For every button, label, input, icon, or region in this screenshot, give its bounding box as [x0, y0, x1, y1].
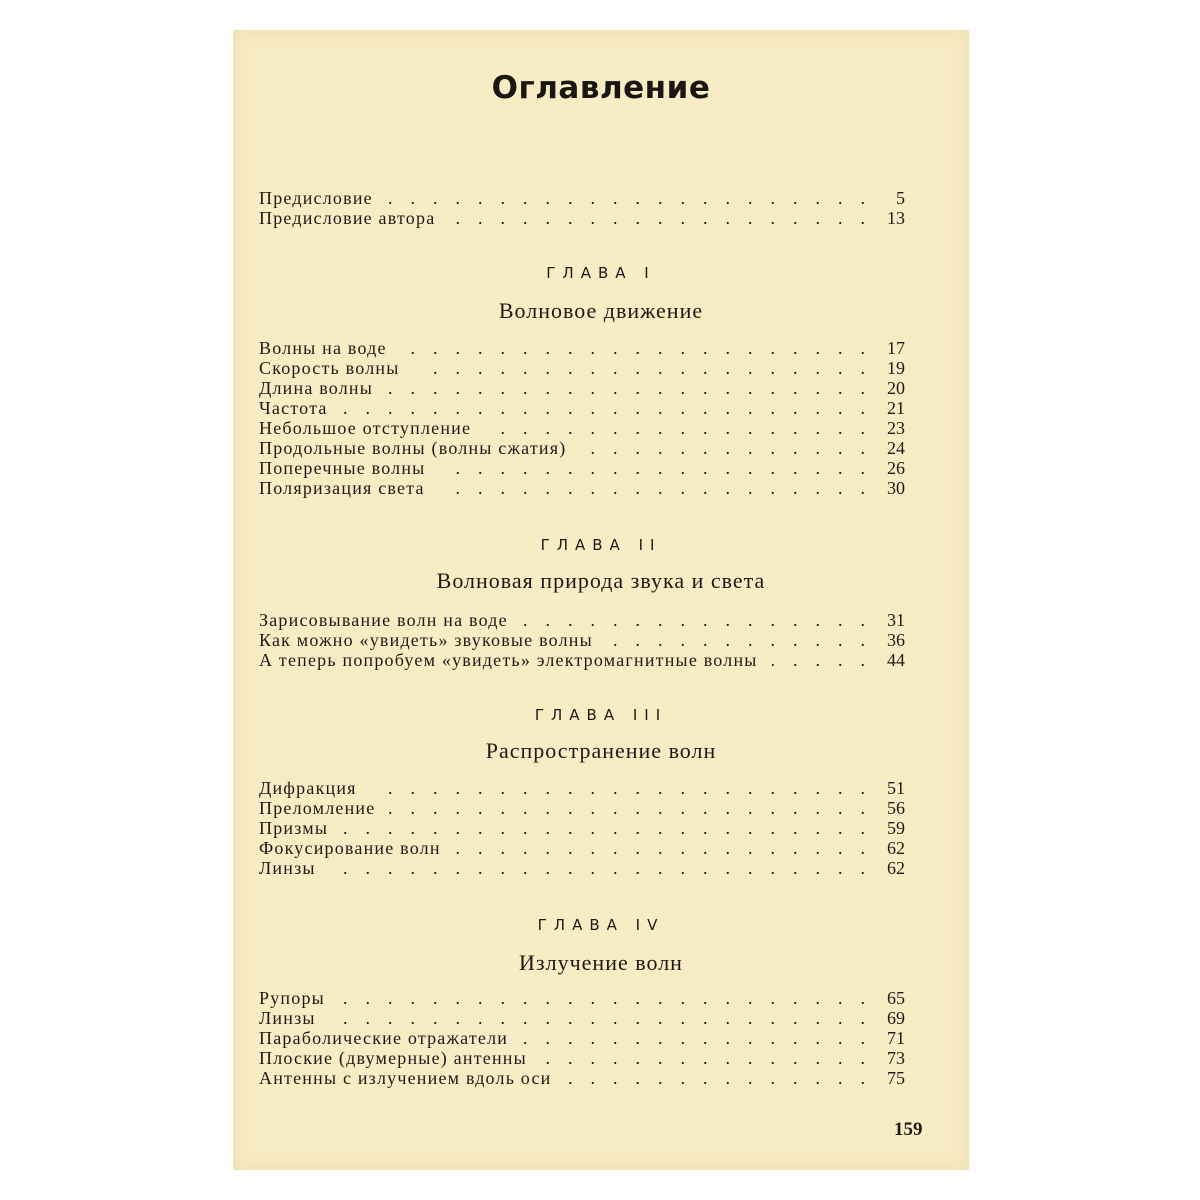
dot-leader: [607, 630, 865, 650]
dot-leader: [439, 458, 865, 478]
chapter-title: Волновая природа звука и света: [436, 568, 766, 593]
dot-leader: [772, 650, 865, 670]
toc-entry-page: 23: [887, 418, 905, 438]
toc-entry: [259, 610, 905, 630]
toc-entry: [259, 438, 905, 458]
toc-entry-label: Дифракция: [259, 778, 357, 798]
chapter-entries: [259, 338, 905, 498]
toc-entry-page: 62: [887, 838, 905, 858]
dot-leader: [449, 208, 865, 228]
toc-entry-page: 65: [887, 988, 905, 1008]
toc-entry-label: Линзы: [259, 1008, 316, 1028]
toc-entry-label: Линзы: [259, 858, 316, 878]
toc-entry: [259, 358, 905, 378]
dot-leader: [522, 1028, 865, 1048]
dot-leader: [439, 478, 865, 498]
toc-entry-label: Поперечные волны: [259, 458, 426, 478]
page-number: 159: [894, 1119, 923, 1140]
toc-entry-label: Продольные волны (волны сжатия): [259, 438, 567, 458]
front-matter-list: [259, 188, 905, 228]
toc-entry-label: Поляризация света: [259, 478, 425, 498]
toc-entry-label: Предисловие: [259, 188, 373, 208]
chapter-entries: [259, 988, 905, 1088]
dot-leader: [387, 378, 865, 398]
toc-entry-label: Преломление: [259, 798, 376, 818]
toc-entry: [259, 650, 905, 670]
toc-entry: [259, 1008, 905, 1028]
dot-leader: [485, 418, 865, 438]
toc-entry-page: 62: [887, 858, 905, 878]
dot-leader: [371, 778, 865, 798]
toc-entry: [259, 778, 905, 798]
toc-entry-page: 5: [896, 188, 905, 208]
toc-entry-label: Предисловие автора: [259, 208, 436, 228]
dot-leader: [342, 398, 865, 418]
toc-entry-page: 51: [887, 778, 905, 798]
toc-entry: [259, 630, 905, 650]
toc-entry: [259, 418, 905, 438]
toc-entry-page: 44: [887, 650, 905, 670]
toc-entry-page: 56: [887, 798, 905, 818]
chapter-label: ГЛАВА I: [546, 264, 656, 282]
chapter-label: ГЛАВА II: [540, 536, 662, 554]
toc-entry-label: Небольшое отступление: [259, 418, 472, 438]
toc-entry-page: 30: [887, 478, 905, 498]
toc-entry-page: 19: [887, 358, 905, 378]
toc-entry-page: 13: [887, 208, 905, 228]
dot-leader: [387, 188, 865, 208]
toc-entry-label: Антенны с излучением вдоль оси: [259, 1068, 552, 1088]
toc-entry: [259, 1028, 905, 1048]
toc-entry: [259, 208, 905, 228]
dot-leader: [342, 818, 865, 838]
dot-leader: [565, 1068, 865, 1088]
toc-entry-label: Как можно «увидеть» звуковые волны: [259, 630, 593, 650]
toc-entry: [259, 458, 905, 478]
toc-entry-page: 36: [887, 630, 905, 650]
toc-entry-page: 31: [887, 610, 905, 630]
toc-entry-page: 69: [887, 1008, 905, 1028]
toc-entry-page: 75: [887, 1068, 905, 1088]
toc-entry: [259, 838, 905, 858]
dot-leader: [389, 798, 865, 818]
dot-leader: [330, 1008, 865, 1028]
toc-entry: [259, 818, 905, 838]
toc-entry: [259, 478, 905, 498]
toc-entry-page: 24: [887, 438, 905, 458]
toc-entry: [259, 398, 905, 418]
toc-entry-label: Призмы: [259, 818, 329, 838]
chapter-entries: [259, 610, 905, 670]
toc-entry-page: 20: [887, 378, 905, 398]
toc-entry-label: Длина волны: [259, 378, 374, 398]
toc-entry: [259, 1048, 905, 1068]
dot-leader: [580, 438, 865, 458]
toc-entry-page: 59: [887, 818, 905, 838]
toc-entry-label: Рупоры: [259, 988, 325, 1008]
chapter-label: ГЛАВА III: [534, 706, 668, 724]
dot-leader: [330, 858, 865, 878]
toc-entry-page: 21: [887, 398, 905, 418]
chapter-label: ГЛАВА IV: [537, 916, 665, 934]
dot-leader: [541, 1048, 865, 1068]
chapter-title: Волновое движение: [498, 298, 704, 323]
book-page: [233, 30, 969, 1170]
toc-entry-label: Плоские (двумерные) антенны: [259, 1048, 527, 1068]
toc-entry: [259, 188, 905, 208]
toc-entry-page: 71: [887, 1028, 905, 1048]
chapter-title: Излучение волн: [519, 950, 683, 975]
toc-entry-label: Скорость волны: [259, 358, 400, 378]
toc-entry-label: Зарисовывание волн на воде: [259, 610, 508, 630]
chapter-title: Распространение волн: [485, 738, 717, 763]
toc-entry-page: 17: [887, 338, 905, 358]
toc-entry-label: Параболические отражатели: [259, 1028, 509, 1048]
toc-entry: [259, 1068, 905, 1088]
dot-leader: [455, 838, 865, 858]
dot-leader: [339, 988, 865, 1008]
toc-entry: [259, 858, 905, 878]
toc-entry: [259, 798, 905, 818]
toc-entry: [259, 988, 905, 1008]
chapter-entries: [259, 778, 905, 878]
toc-entry-label: А теперь попробуем «увидеть» электромагнитные волны: [259, 650, 758, 670]
toc-entry-label: Фокусирование волн: [259, 838, 441, 858]
toc-entry-label: Волны на воде: [259, 338, 387, 358]
toc-entry: [259, 338, 905, 358]
toc-entry: [259, 378, 905, 398]
toc-entry-page: 26: [887, 458, 905, 478]
toc-entry-label: Частота: [259, 398, 328, 418]
dot-leader: [414, 358, 866, 378]
dot-leader: [522, 610, 865, 630]
page-title: Оглавление: [491, 70, 711, 106]
dot-leader: [401, 338, 865, 358]
toc-entry-page: 73: [887, 1048, 905, 1068]
